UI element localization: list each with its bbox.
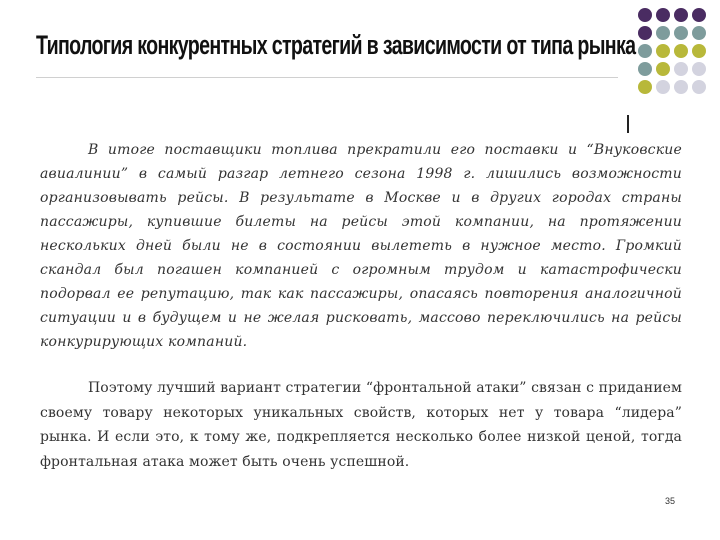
- decorative-dot: [656, 8, 670, 22]
- decorative-vertical-bar: [627, 115, 629, 133]
- decorative-dot: [692, 26, 706, 40]
- decorative-dot: [638, 26, 652, 40]
- decorative-dot: [692, 80, 706, 94]
- decorative-dot: [656, 62, 670, 76]
- decorative-dot: [638, 80, 652, 94]
- slide-title: Типология конкурентных стратегий в зависимости от типа рынка: [36, 30, 636, 60]
- decorative-dot: [656, 44, 670, 58]
- decorative-dot: [674, 44, 688, 58]
- decorative-dot-grid: [638, 8, 718, 108]
- decorative-dot: [638, 62, 652, 76]
- paragraph-frontal-attack: [40, 376, 682, 474]
- decorative-dot: [656, 26, 670, 40]
- decorative-dot: [656, 80, 670, 94]
- page-number: 35: [665, 496, 676, 506]
- decorative-dot: [638, 44, 652, 58]
- decorative-dot: [638, 8, 652, 22]
- decorative-dot: [674, 80, 688, 94]
- title-divider: [36, 77, 618, 78]
- decorative-dot: [674, 62, 688, 76]
- decorative-dot: [692, 62, 706, 76]
- paragraph-airline-example: [40, 138, 682, 354]
- decorative-dot: [674, 8, 688, 22]
- paragraph-1-text: В итоге поставщики топлива прекратили его поставки и “Внуковские авиалинии” в самый разгар летнего сезона 1998 г. лишились возможности организовывать рейсы. В результате в Москве и в других городах страны пассажиры, купившие билеты на рейсы этой компании, на протяжении нескольких дней были не в состоянии вылететь в нужное место. Громкий скандал был погашен компанией с огромным трудом и катастрофически подорвал ее репутацию, так как пассажиры, опасаясь повторения аналогичной ситуации и в будущем и не желая рисковать, массово переключились на рейсы конкурирующих компаний.: [40, 142, 682, 350]
- decorative-dot: [674, 26, 688, 40]
- decorative-dot: [692, 8, 706, 22]
- decorative-dot: [692, 44, 706, 58]
- paragraph-2-text: Поэтому лучший вариант стратегии “фронтальной атаки” связан с приданием своему товару некоторых уникальных свойств, которых нет у товара “лидера” рынка. И если это, к тому же, подкрепляется несколько более низкой ценой, тогда фронтальная атака может быть очень успешной.: [40, 380, 682, 470]
